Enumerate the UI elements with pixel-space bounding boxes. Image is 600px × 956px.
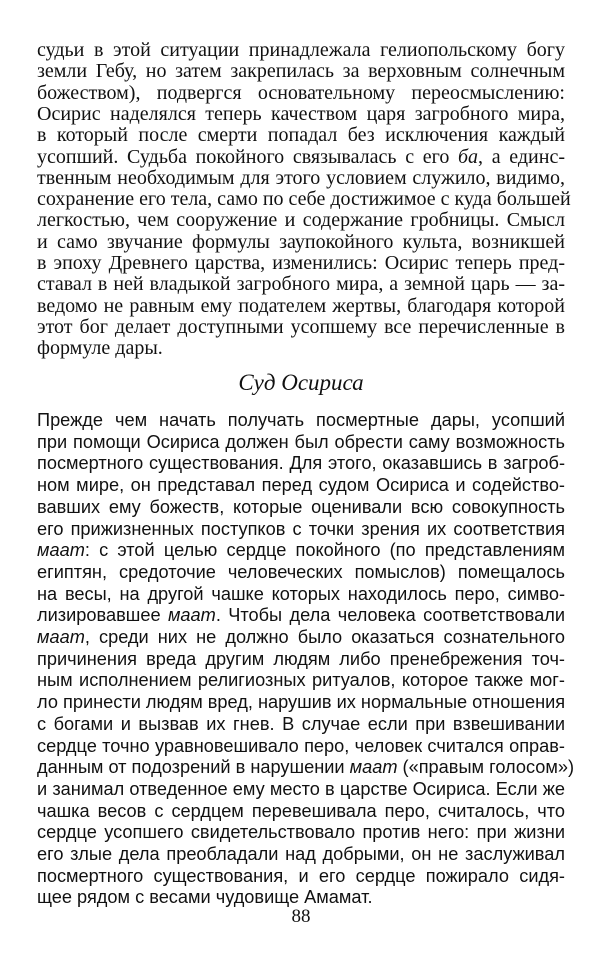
text-line: ставал в ней владыкой загробного мира, а земной царь — за- <box>37 273 565 296</box>
text-line: в эпоху Древнего царства, изменились: Осирис теперь пред- <box>37 252 565 274</box>
text-line: посмертного существования, и его сердце пожирало сидя- <box>37 865 565 886</box>
text-line: маат, среди них не должно было оказаться сознательного <box>37 627 565 647</box>
text-line: ло принести людям вред, нарушив их нормальные отношения <box>37 692 566 713</box>
text-line: его злые дела преобладали над добрыми, он не заслуживал <box>37 844 565 864</box>
text-line: сердце точно уравновешивало перо, человек считался оправ- <box>37 735 565 756</box>
text-line: и само звучание формулы заупокойного культа, возникшей <box>37 230 565 253</box>
text-line: ном мире, он представал перед судом Осириса и содейство- <box>37 475 565 496</box>
text-line: легкостью, чем сооружение и содержание гробницы. Смысл <box>37 209 565 232</box>
text-line: этот бог делает доступными усопшему все перечисленные в <box>37 315 565 338</box>
text-line: причинения вреда другим людям либо пренебрежения точ- <box>37 648 565 669</box>
text-line: вавших ему божеств, которые оценивали всю совокупность <box>37 496 565 517</box>
text-line: Прежде чем начать получать посмертные дары, усопший <box>37 410 565 430</box>
text-line: данным от подозрений в нарушении маат («правым голосом») <box>37 757 575 778</box>
text-line: в который после смерти попадал без исключения каждый <box>37 124 565 147</box>
section-heading: Суд Осириса <box>238 370 364 395</box>
text-line: сохранение его тела, само по себе достижимое с куда большей <box>37 188 571 211</box>
text-line: его прижизненных поступков с точки зрения их соответствия <box>37 518 565 539</box>
text-line: щее рядом с весами чудовище Амамат. <box>37 887 373 908</box>
text-line: усопший. Судьба покойного связывалась с его ба, а единс- <box>37 145 565 168</box>
text-line: лизировавшее маат. Чтобы дела человека соответствовали <box>37 605 565 626</box>
page-number: 88 <box>291 906 311 927</box>
text-line: судьи в этой ситуации принадлежала гелиопольскому богу <box>37 39 565 61</box>
text-line: божеством), подвергся основательному переосмыслению: <box>37 81 565 104</box>
text-line: сердце усопшего свидетельствовало против него: при жизни <box>37 822 565 843</box>
text-line: при помощи Осириса должен был обрести саму возможность <box>37 431 565 452</box>
text-line: египтян, средоточие человеческих помыслов) помещалось <box>37 561 565 582</box>
text-line: ведомо не равным ему подателем жертвы, благодаря которой <box>37 294 565 317</box>
text-line: формуле дары. <box>37 337 163 360</box>
text-line: и занимал отведенное ему место в царстве Осириса. Если же <box>37 778 565 799</box>
text-line: на весы, на другой чашке которых находилось перо, симво- <box>37 583 565 604</box>
text-line: посмертного существования. Для этого, оказавшись в загроб- <box>37 453 565 474</box>
text-line: земли Гебу, но затем закрепилась за верховным солнечным <box>37 60 565 83</box>
text-line: с богами и вызвав их гнев. В случае если при взвешивании <box>37 713 565 734</box>
text-line: Осирис наделялся теперь качеством царя загробного мира, <box>37 102 565 125</box>
text-line: твенным необходимым для этого условием служило, видимо, <box>37 166 565 189</box>
text-line: чашка весов с сердцем перевешивала перо, считалось, что <box>37 800 565 821</box>
text-line: ным исполнением религиозных ритуалов, которое также мог- <box>37 670 565 691</box>
text-line: маат: с этой целью сердце покойного (по представлениям <box>37 540 565 561</box>
book-page <box>37 0 575 956</box>
